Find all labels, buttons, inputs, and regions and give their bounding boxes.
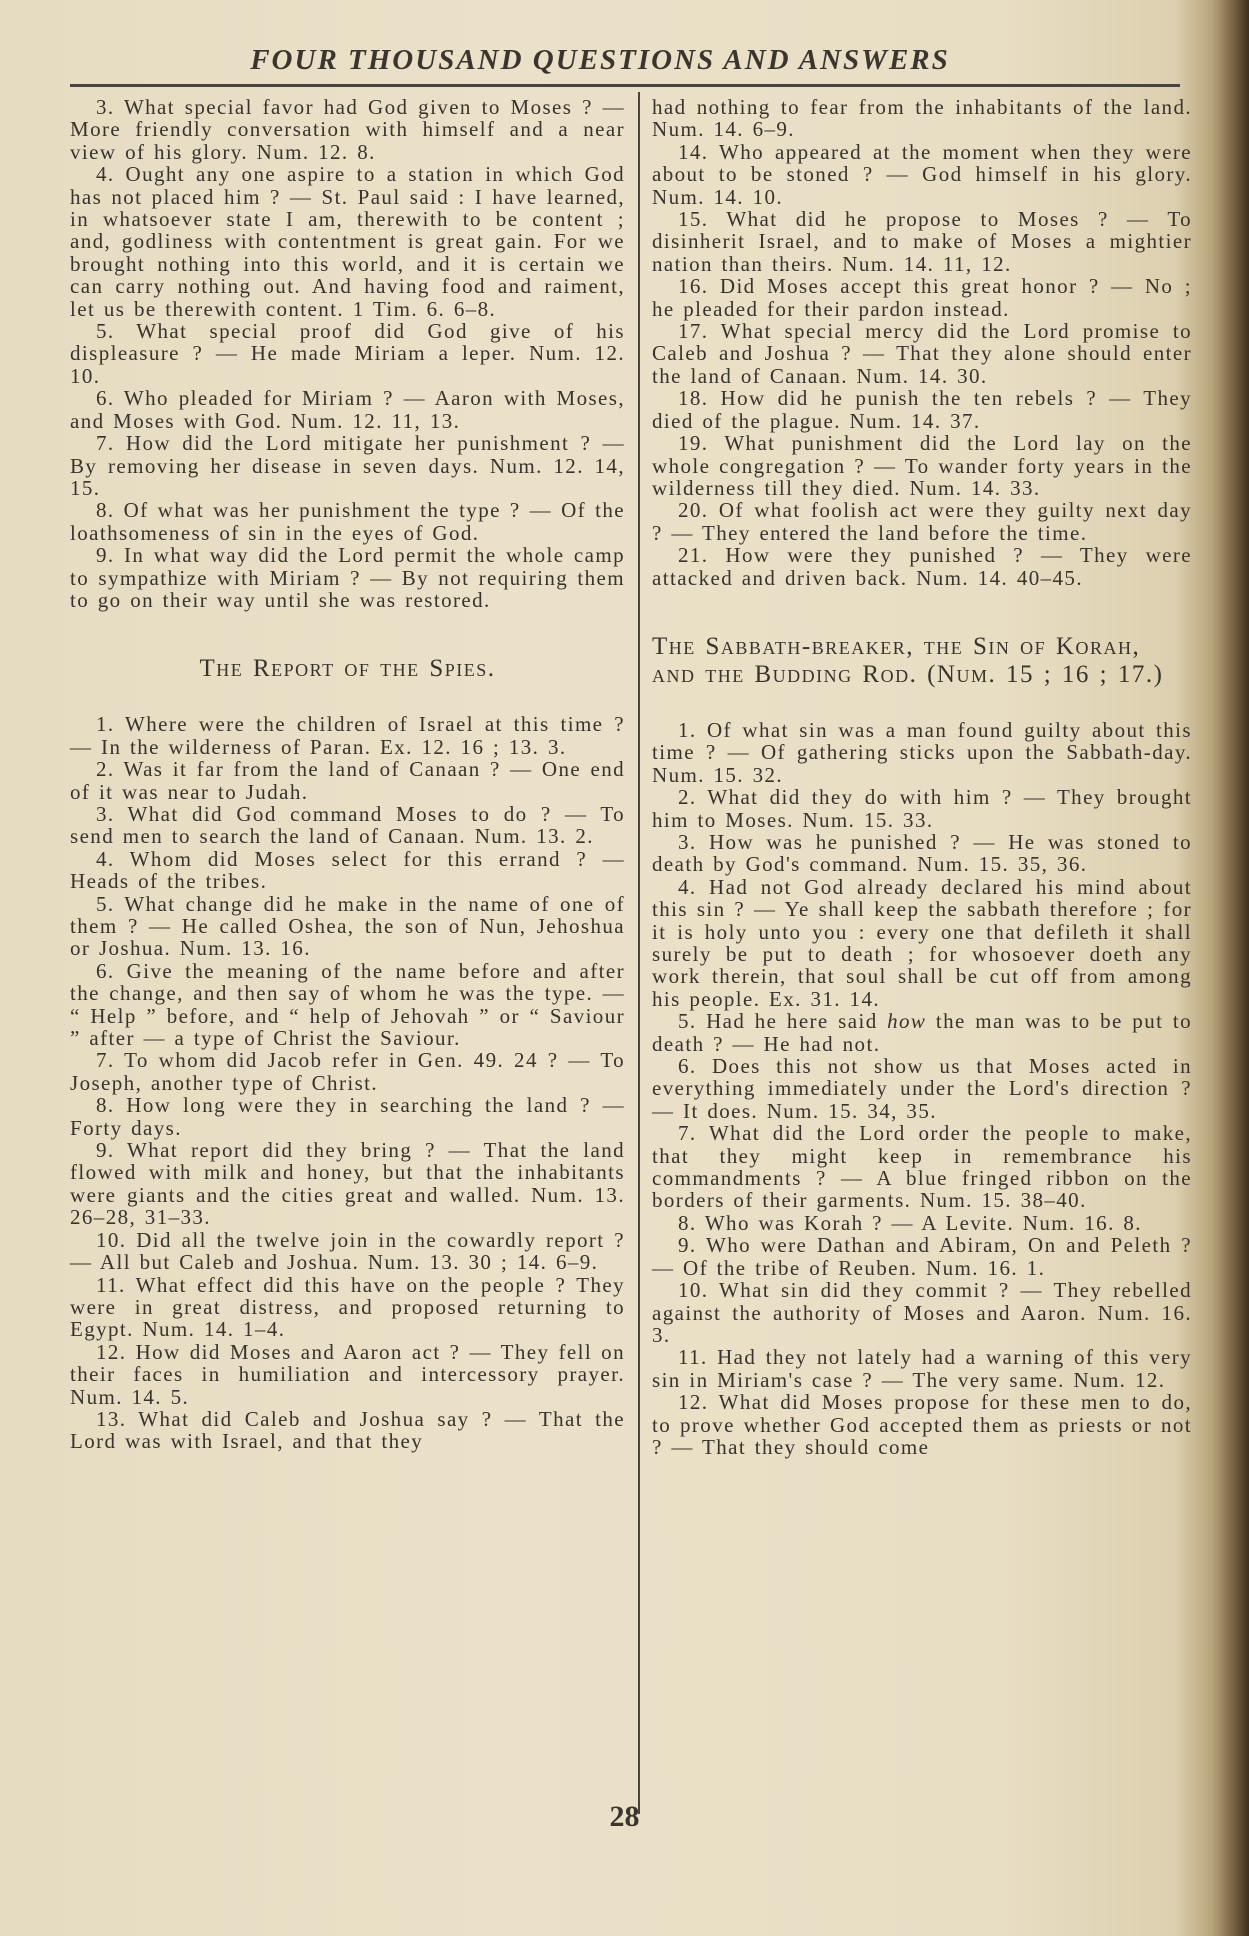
question-answer: 6. Does this not show us that Moses acted in everything immediately under the Lord's direction ? — It does. Num. 15. 34, 35.: [652, 1054, 1192, 1123]
question-answer: 8. Of what was her punishment the type ? — Of the loathsomeness of sin in the eyes of God.: [70, 498, 625, 545]
question-answer: 9. In what way did the Lord permit the whole camp to sympathize with Miriam ? — By not requiring them to go on their way until she was restored.: [70, 543, 625, 612]
question-answer: 10. What sin did they commit ? — They rebelled against the authority of Moses and Aaron. Num. 16. 3.: [652, 1278, 1192, 1347]
question-answer: 12. What did Moses propose for these men to do, to prove whether God accepted them as priests or not ? — That they should come: [652, 1390, 1192, 1459]
question-answer: 11. What effect did this have on the people ? They were in great distress, and proposed returning to Egypt. Num. 14. 1–4.: [70, 1272, 625, 1342]
question-answer: 8. Who was Korah ? — A Levite. Num. 16. 8.: [678, 1210, 1142, 1235]
question-answer: 11. Had they not lately had a warning of this very sin in Miriam's case ? — The very same. Num. 12.: [652, 1345, 1192, 1392]
question-answer: 3. What did God command Moses to do ? — To send men to search the land of Canaan. Num. 13. 2.: [70, 801, 625, 849]
question-answer: 7. To whom did Jacob refer in Gen. 49. 24 ? — To Joseph, another type of Christ.: [70, 1048, 625, 1095]
question-answer: 10. Did all the twelve join in the cowardly report ? — All but Caleb and Joshua. Num. 13. 30 ; 14. 6–9.: [70, 1227, 625, 1275]
question-answer: 4. Ought any one aspire to a station in which God has not placed him ? — St. Paul said : I have learned, in whatsoever state I am, therewith to be content ; and, godliness with contentment is great gain. For we brought nothing into this world, and it is certain we can carry nothing out. And having food and raiment, let us be therewith content. 1 Tim. 6. 6–8.: [70, 162, 625, 321]
left-column: [70, 96, 625, 1453]
question-answer: 5. What special proof did God give of his displeasure ? — He made Miriam a leper. Num. 12. 10.: [70, 319, 625, 388]
question-answer: 2. Was it far from the land of Canaan ? — One end of it was near to Judah.: [70, 757, 625, 804]
right-column: [652, 96, 1192, 1458]
running-head: FOUR THOUSAND QUESTIONS AND ANSWERS: [250, 44, 950, 76]
continued-answer: had nothing to fear from the inhabitants of the land. Num. 14. 6–9.: [652, 95, 1192, 142]
question-answer: 20. Of what foolish act were they guilty next day ? — They entered the land before the time.: [652, 498, 1192, 545]
question-answer: 19. What punishment did the Lord lay on the whole congregation ? — To wander forty years in the wilderness till they died. Num. 14. 33.: [652, 431, 1192, 500]
text-segment: 5. Had he here said: [678, 1009, 888, 1034]
question-answer: 7. What did the Lord order the people to make, that they might keep in remembrance his commandments ? — A blue fringed ribbon on the borders of their garments. Num. 15. 38–40.: [652, 1121, 1192, 1213]
question-answer: 9. What report did they bring ? — That the land flowed with milk and honey, but that the inhabitants were giants and the cities great and walled. Num. 13. 26–28, 31–33.: [70, 1138, 625, 1230]
question-answer: 16. Did Moses accept this great honor ? — No ; he pleaded for their pardon instead.: [652, 274, 1192, 321]
question-answer: 1. Where were the children of Israel at this time ? — In the wilderness of Paran. Ex. 12. 16 ; 13. 3.: [70, 712, 625, 759]
header-rule: [70, 84, 1180, 87]
section-heading: The Sabbath-breaker, the Sin of Korah, and the Budding Rod. (Num. 15 ; 16 ; 17.): [652, 632, 1164, 688]
question-answer: 3. What special favor had God given to Moses ? — More friendly conversation with himself and a near view of his glory. Num. 12. 8.: [70, 95, 625, 164]
column-divider: [638, 92, 640, 1814]
question-answer: 1. Of what sin was a man found guilty about this time ? — Of gathering sticks upon the Sabbath-day. Num. 15. 32.: [652, 717, 1192, 787]
question-answer: 2. What did they do with him ? — They brought him to Moses. Num. 15. 33.: [652, 785, 1192, 832]
question-answer: 3. How was he punished ? — He was stoned to death by God's command. Num. 15. 35, 36.: [652, 829, 1192, 877]
question-answer: 21. How were they punished ? — They were attacked and driven back. Num. 14. 40–45.: [652, 543, 1192, 590]
question-answer: 6. Who pleaded for Miriam ? — Aaron with Moses, and Moses with God. Num. 12. 11, 13.: [70, 386, 625, 433]
question-answer: 4. Whom did Moses select for this errand ? — Heads of the tribes.: [70, 846, 625, 894]
question-answer: 9. Who were Dathan and Abiram, On and Peleth ? — Of the tribe of Reuben. Num. 16. 1.: [652, 1233, 1192, 1280]
question-answer: 4. Had not God already declared his mind about this sin ? — Ye shall keep the sabbath therefore ; for it is holy unto you : every one that defileth it shall surely be put to death ; for whosoever doeth any work therein, that soul shall be cut off from among his people. Ex. 31. 14.: [652, 874, 1192, 1011]
question-answer: 14. Who appeared at the moment when they were about to be stoned ? — God himself in his glory. Num. 14. 10.: [652, 139, 1192, 209]
question-answer: 17. What special mercy did the Lord promise to Caleb and Joshua ? — That they alone should enter the land of Canaan. Num. 14. 30.: [652, 319, 1192, 388]
text-segment: the man was to be put to death ? — He had not.: [652, 1009, 1192, 1056]
question-answer: 13. What did Caleb and Joshua say ? — That the Lord was with Israel, and that they: [70, 1406, 625, 1454]
question-answer: 18. How did he punish the ten rebels ? — They died of the plague. Num. 14. 37.: [652, 386, 1192, 433]
question-answer: 8. How long were they in searching the land ? — Forty days.: [70, 1093, 625, 1140]
question-answer: 7. How did the Lord mitigate her punishment ? — By removing her disease in seven days. Num. 12. 14, 15.: [70, 431, 625, 500]
page-number: 28: [609, 1800, 640, 1833]
question-answer: 6. Give the meaning of the name before and after the change, and then say of whom he was the type. — “ Help ” before, and “ help of Jehovah ” or “ Saviour ” after — a type of Christ the Saviour.: [70, 958, 625, 1051]
question-answer: 15. What did he propose to Moses ? — To disinherit Israel, and to make of Moses a mightier nation than theirs. Num. 14. 11, 12.: [652, 207, 1192, 276]
question-answer: 5. What change did he make in the name of one of them ? — He called Oshea, the son of Nun, Jehoshua or Joshua. Num. 13. 16.: [70, 891, 625, 961]
question-answer: 12. How did Moses and Aaron act ? — They fell on their faces in humiliation and intercessory prayer. Num. 14. 5.: [70, 1339, 625, 1409]
section-heading: The Report of the Spies.: [199, 655, 496, 683]
question-answer: [652, 1010, 1192, 1055]
emphasis-text: how: [887, 1009, 927, 1034]
